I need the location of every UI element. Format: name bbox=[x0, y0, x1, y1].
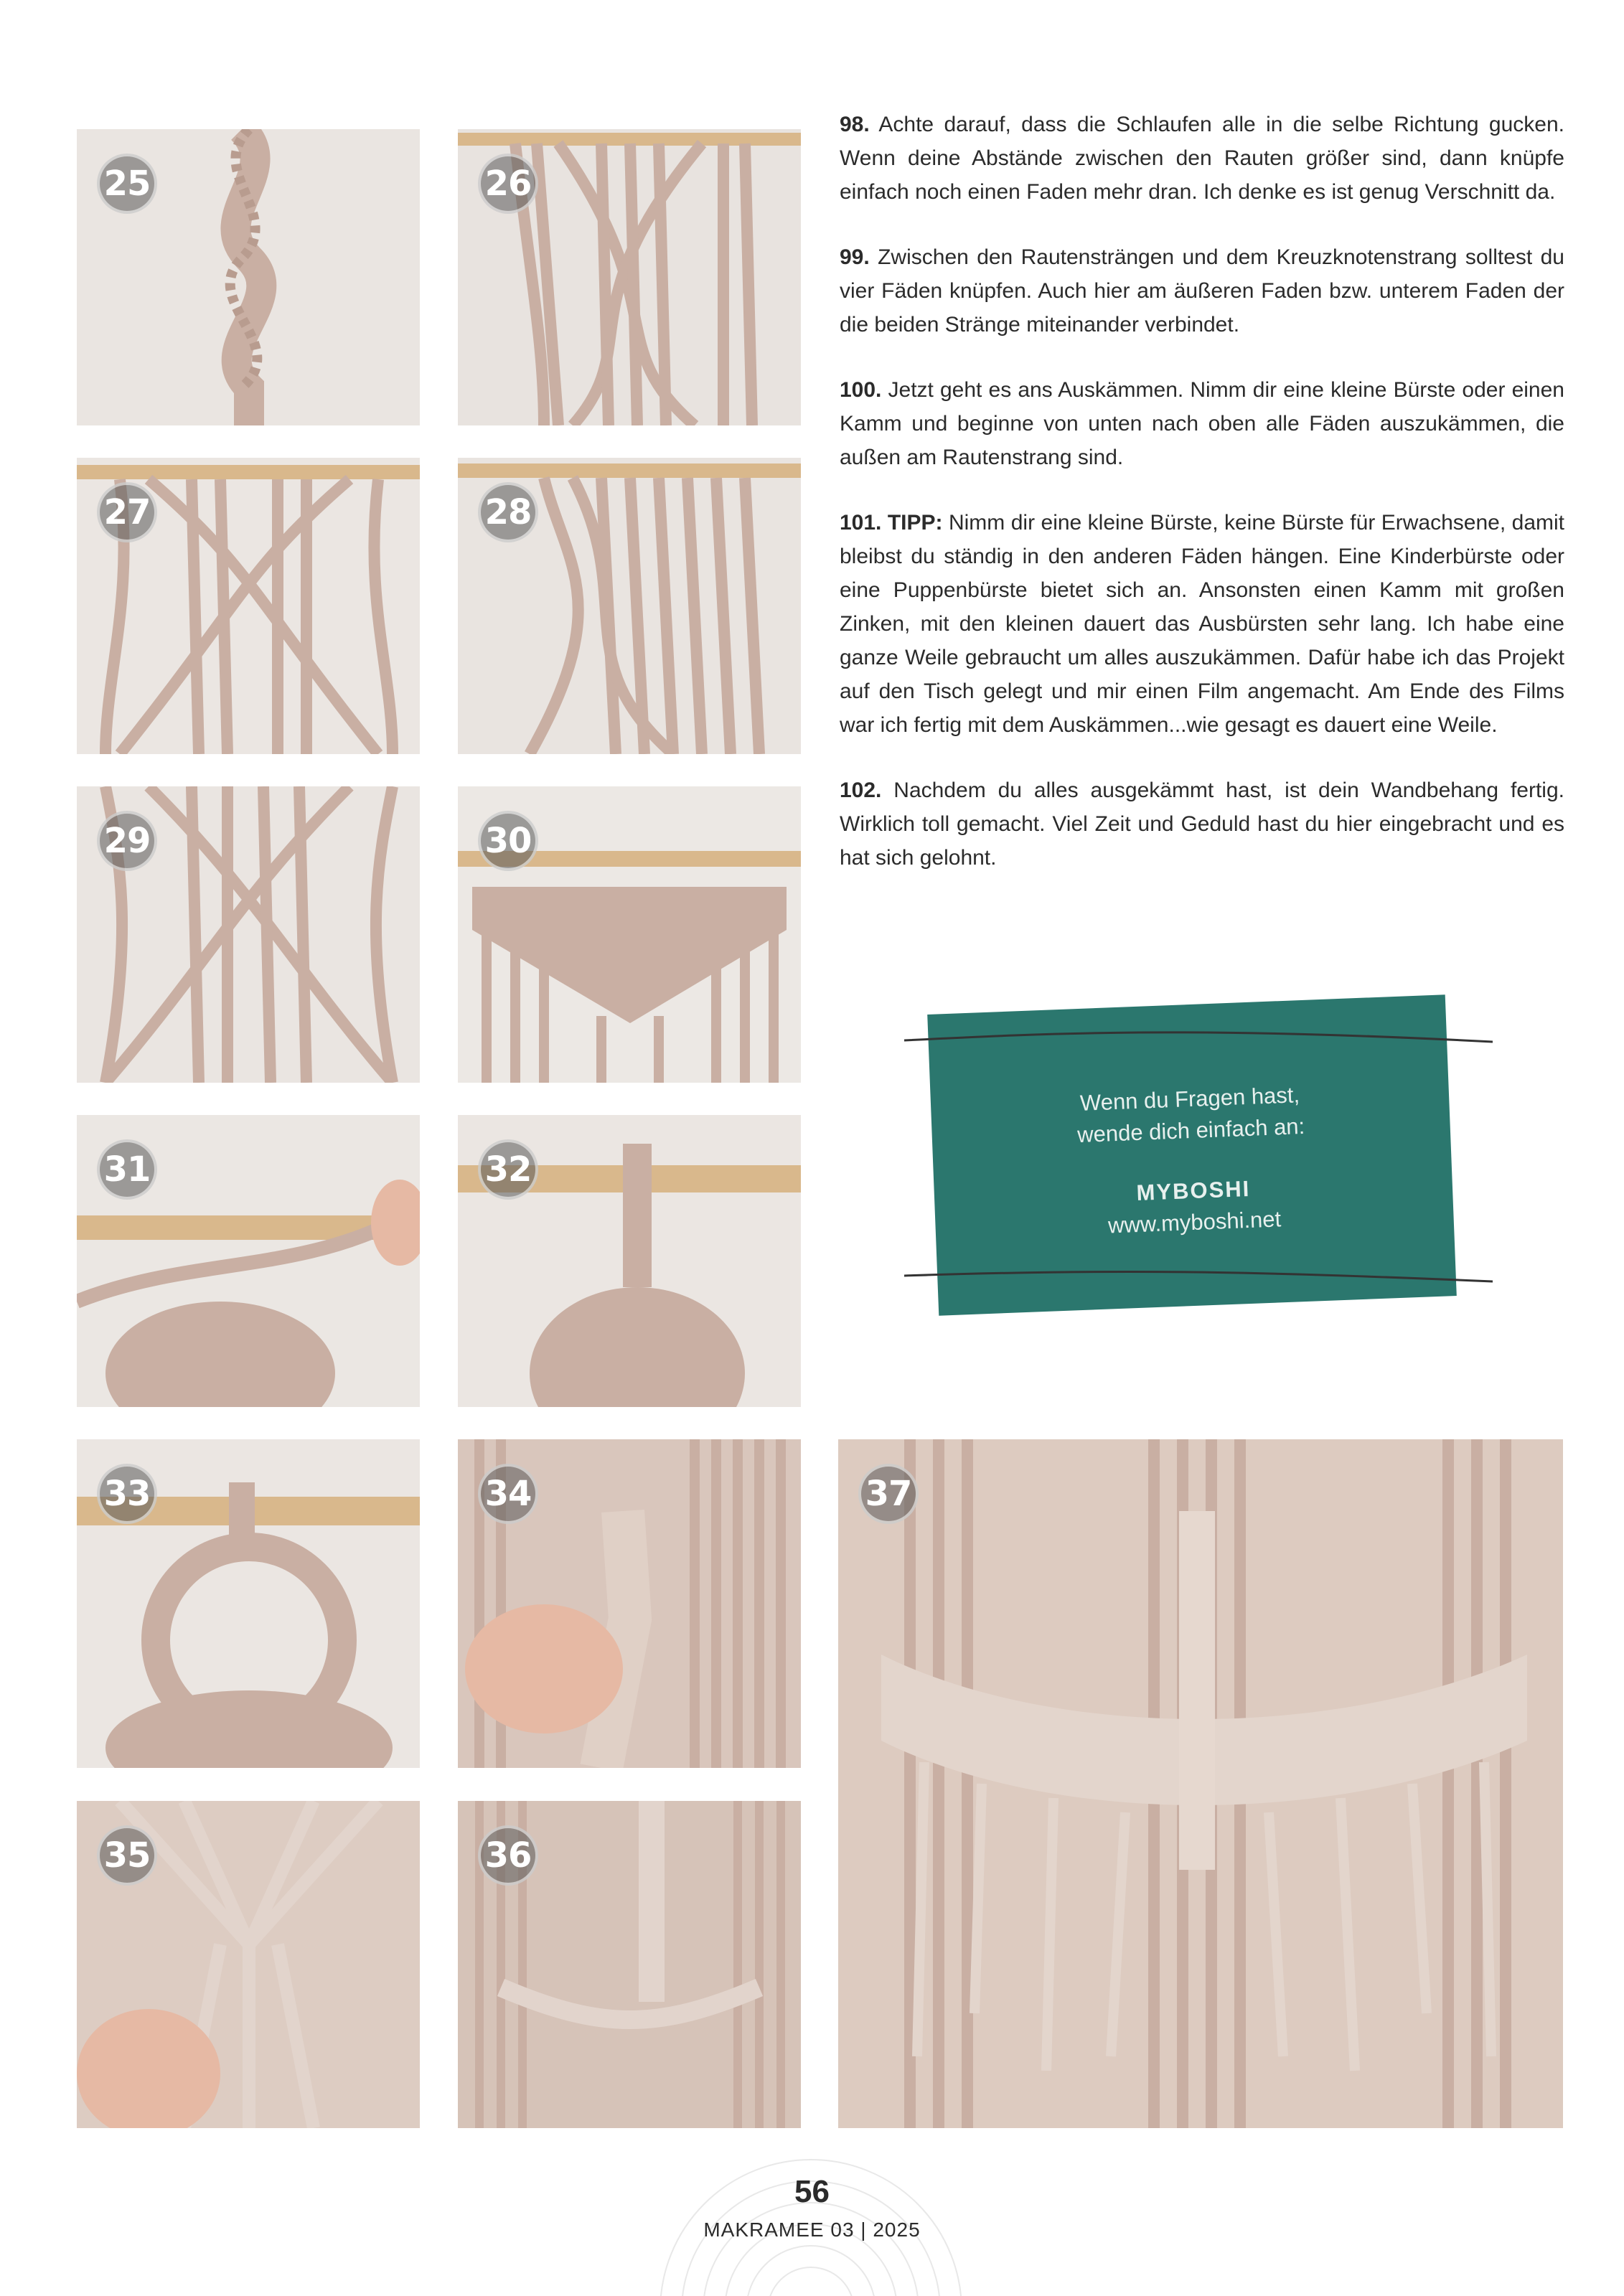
step-number-badge: 31 bbox=[97, 1139, 157, 1200]
issue-label: MAKRAMEE 03 | 2025 bbox=[703, 2219, 921, 2241]
step-photo-29 bbox=[77, 786, 420, 1083]
step-photo-31 bbox=[77, 1115, 420, 1407]
step-text: Achte darauf, dass die Schlaufen alle in die selbe Richtung gucken. Wenn deine Abstände zwischen den Rauten größer sind, dann knüpfe einfach noch einen Faden mehr dran. Ich denke es ist genug Verschnitt da. bbox=[840, 113, 1564, 204]
instructions-text bbox=[840, 108, 1564, 906]
step-photo-35 bbox=[77, 1801, 420, 2128]
step-number-badge: 36 bbox=[478, 1825, 538, 1886]
step-98 bbox=[840, 108, 1564, 209]
step-number-badge: 27 bbox=[97, 482, 157, 542]
step-text: Nachdem du alles ausgekämmt hast, ist dein Wandbehang fertig. Wirklich toll gemacht. Viel Zeit und Geduld hast du hier eingebracht und es hat sich gelohnt. bbox=[840, 778, 1564, 870]
step-number: 99. bbox=[840, 245, 870, 269]
step-number: 101. TIPP: bbox=[840, 511, 943, 535]
step-number: 98. bbox=[840, 113, 870, 136]
step-number-badge: 32 bbox=[478, 1139, 538, 1200]
page-number: 56 bbox=[794, 2174, 830, 2209]
step-number-badge: 25 bbox=[97, 154, 157, 214]
step-text: Nimm dir eine kleine Bürste, keine Bürste für Erwachsene, damit bleibst du ständig in den anderen Fäden hängen. Eine Kinderbürste oder eine Puppenbürste bietet sich an. Ansonsten einen Kamm mit großen Zinken, mit den kleinen dauert das Ausbürsten sehr lang. Ich habe eine ganze Weile gebraucht um alles auszukämmen. Dafür habe ich das Projekt auf den Tisch gelegt und mir einen Film angemacht. Am Ende des Films war ich fertig mit dem Auskämmen...wie gesagt es dauert eine Weile. bbox=[840, 511, 1564, 737]
step-number-badge: 35 bbox=[97, 1825, 157, 1886]
step-102 bbox=[840, 773, 1564, 875]
step-photo-33 bbox=[77, 1439, 420, 1768]
step-101-tip bbox=[840, 506, 1564, 742]
step-photo-27 bbox=[77, 458, 420, 754]
step-number-badge: 37 bbox=[858, 1464, 919, 1524]
step-photo-25 bbox=[77, 129, 420, 425]
step-number-badge: 26 bbox=[478, 154, 538, 214]
step-number: 102. bbox=[840, 778, 882, 802]
card-line-2: wende dich einfach an: bbox=[1076, 1113, 1305, 1148]
step-photo-30 bbox=[458, 786, 801, 1083]
card-url[interactable]: www.myboshi.net bbox=[1107, 1206, 1282, 1238]
step-number-badge: 28 bbox=[478, 482, 538, 542]
step-number-badge: 34 bbox=[478, 1464, 538, 1524]
step-99 bbox=[840, 240, 1564, 342]
step-number-badge: 33 bbox=[97, 1464, 157, 1524]
step-photo-32 bbox=[458, 1115, 801, 1407]
card-line-1: Wenn du Fragen hast, bbox=[1079, 1082, 1300, 1116]
card-string-lines bbox=[904, 1004, 1493, 1306]
step-text: Jetzt geht es ans Auskämmen. Nimm dir eine kleine Bürste oder einen Kamm und beginne von unten nach oben alle Fäden auszukämmen, die außen am Rautenstrang sind. bbox=[840, 378, 1564, 469]
step-photo-34 bbox=[458, 1439, 801, 1768]
step-text: Zwischen den Rautensträngen und dem Kreuzknotenstrang solltest du vier Fäden knüpfen. Auch hier am äußeren Faden bzw. unterem Faden der die beiden Stränge miteinander verbindet. bbox=[840, 245, 1564, 337]
macrame-illustration bbox=[838, 1439, 1563, 2128]
step-number: 100. bbox=[840, 378, 882, 402]
step-number-badge: 29 bbox=[97, 811, 157, 871]
step-photo-26 bbox=[458, 129, 801, 425]
step-photo-36 bbox=[458, 1801, 801, 2128]
step-100 bbox=[840, 373, 1564, 474]
step-photo-28 bbox=[458, 458, 801, 754]
step-number-badge: 30 bbox=[478, 811, 538, 871]
step-photo-37 bbox=[838, 1439, 1563, 2128]
card-brand: MYBOSHI bbox=[1135, 1175, 1251, 1205]
